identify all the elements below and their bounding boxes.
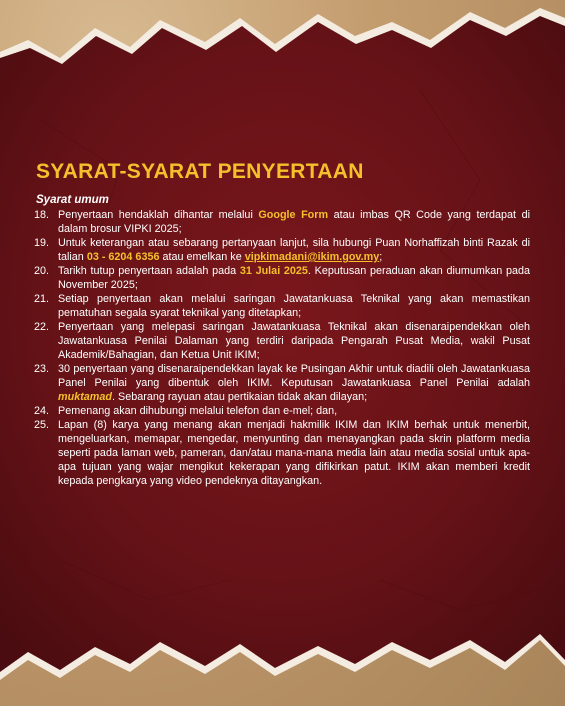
rule-text [58,320,530,362]
rule-number: 18. [34,209,50,221]
rule-text-segment: Tarikh tutup penyertaan adalah pada [58,265,240,277]
highlighted-text: 03 - 6204 6356 [86,251,160,263]
terms-section [34,160,530,488]
rule-text [58,292,530,320]
rule-item [34,208,530,236]
rule-number: 22. [34,321,50,333]
rule-text [58,362,530,404]
rule-number: 25. [34,419,50,431]
rule-number: 20. [34,265,50,277]
rule-text-segment: . Keputusan peraduan akan diumumkan pada November 2025; [58,265,530,291]
rule-text-segment: 30 penyertaan yang disenaraipendekkan layak ke Pusingan Akhir untuk diadili oleh Jawatankuasa Panel Penilai yang dibentuk oleh IKIM. Keputusan Jawatankuasa Panel Penilai adalah [58,363,530,389]
rule-item [34,236,530,264]
page-title: SYARAT-SYARAT PENYERTAAN [36,160,364,183]
rule-number: 19. [34,237,50,249]
rule-item [34,292,530,320]
rule-text-segment: Lapan (8) karya yang menang akan menjadi hakmilik IKIM dan IKIM berhak untuk menerbit, mengeluarkan, memapar, mengedar, menyunting dan menayangkan pada skrin platform media seperti pada laman web, pameran, dan/atau mana-mana media lain atau media sosial untuk apa-apa tujuan yang wajar mengikut kekerapan yang difikirkan patut. IKIM akan memberi kredit kepada pengkarya yang video pendeknya ditayangkan. [58,419,530,487]
rule-text-segment: Pemenang akan dihubungi melalui telefon dan e-mel; dan, [58,405,338,417]
rule-text-segment: ; [379,251,383,263]
rule-text-segment: Penyertaan yang melepasi saringan Jawatankuasa Teknikal akan disenaraipendekkan oleh Jawatankuasa Penilai Dalaman yang terdiri daripada Pengarah Pusat Media, wakil Pusat Akademik/Bahagian, dan Ketua Unit IKIM; [58,321,530,361]
highlighted-text: muktamad [58,391,113,403]
rule-item [34,320,530,362]
email-link[interactable]: vipkimadani@ikim.gov.my [244,251,380,263]
rule-text-segment: Setiap penyertaan akan melalui saringan Jawatankuasa Teknikal yang akan memastikan pematuhan segala syarat teknikal yang ditetapkan; [58,293,530,319]
rules-list [34,208,530,488]
rule-text [58,418,530,488]
rule-number: 21. [34,293,50,305]
rule-text-segment: . Sebarang rayuan atau pertikaian tidak akan dilayan; [112,391,368,403]
rule-text-segment: atau emelkan ke [159,251,245,263]
section-subtitle: Syarat umum [36,194,109,206]
rule-item [34,418,530,488]
rule-text [58,264,530,292]
highlighted-text: 31 Julai 2025 [239,265,308,277]
rule-text [58,236,530,264]
rule-text-segment: atau imbas QR Code yang terdapat di dalam brosur VIPKI 2025; [58,209,530,235]
rule-item [34,264,530,292]
rule-item [34,362,530,404]
rule-text-segment: Untuk keterangan atau sebarang pertanyaan lanjut, sila hubungi Puan Norhaffizah binti Razak di talian [58,237,530,263]
rule-text-segment: Penyertaan hendaklah dihantar melalui [58,209,259,221]
highlighted-text: Google Form [258,209,329,221]
rule-number: 23. [34,363,50,375]
rule-number: 24. [34,405,50,417]
rule-text [58,208,530,236]
rule-item [34,404,530,418]
rule-text [58,404,530,418]
